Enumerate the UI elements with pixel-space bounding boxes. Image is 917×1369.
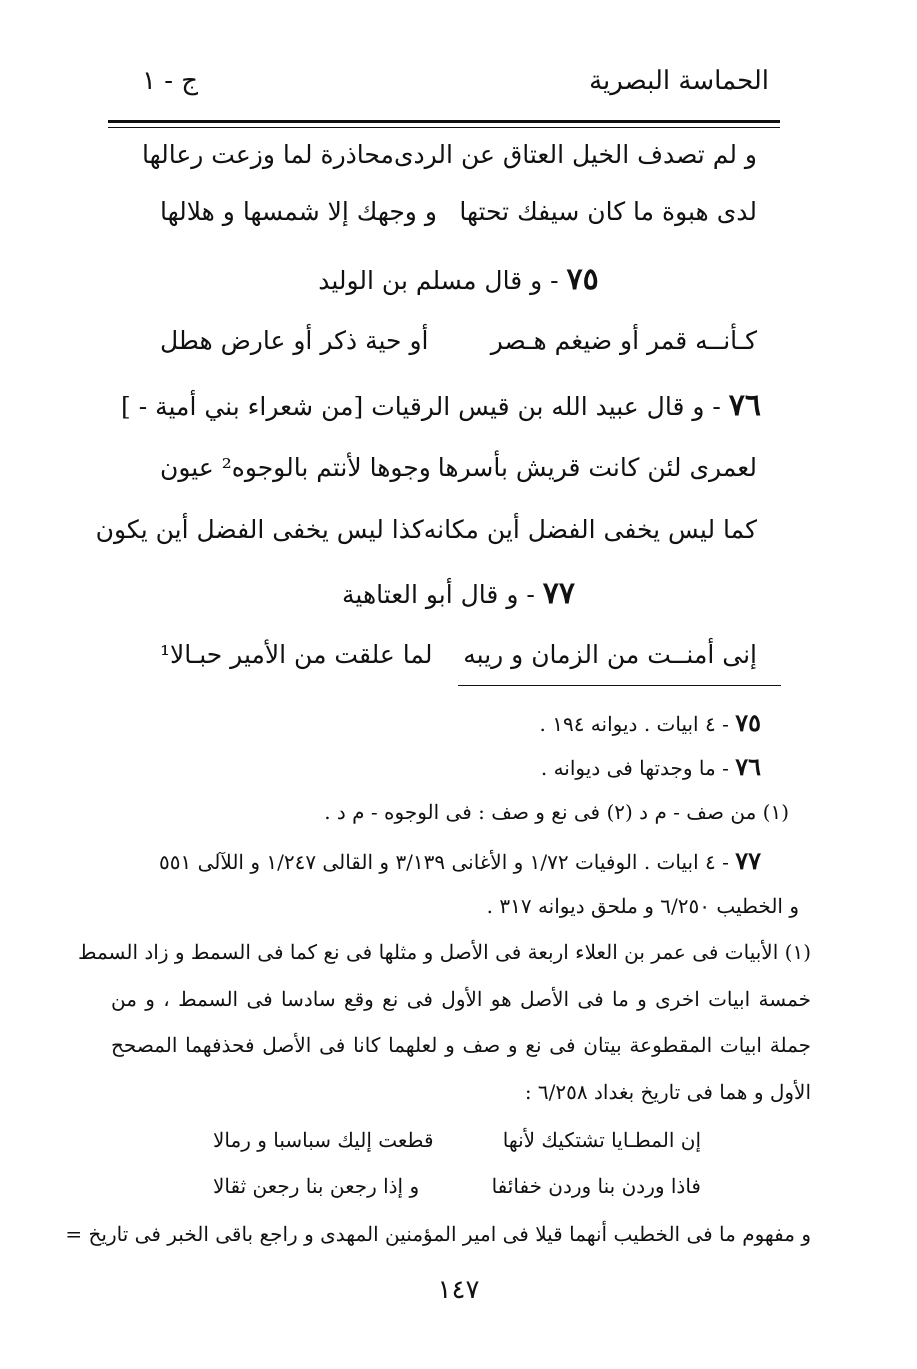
hemistich-first: إنى أمنــت من الزمان و ريبه (463, 640, 757, 669)
hemistich-first: كـأنــه قمر أو ضيغم هـصر (490, 326, 757, 355)
page-number: ١٤٧ (437, 1275, 480, 1305)
verse-line (160, 640, 757, 669)
hemistich-first: لدى هبوة ما كان سيفك تحتها (459, 197, 757, 226)
header-rule-thin (108, 127, 780, 128)
verse-line (160, 453, 757, 482)
volume-label: ج - ١ (142, 66, 199, 96)
footnote-77-cont: و الخطيب ٦/٢٥٠ و ملحق ديوانه ٣١٧ . (486, 894, 799, 918)
footnote-75 (540, 708, 762, 737)
poem-heading (121, 388, 761, 423)
hemistich-first: كما ليس يخفى الفضل أين مكانه (423, 515, 757, 544)
footnote-77-variant-line: (١) الأبيات فى عمر بن العلاء اربعة فى الأصل و مثلها فى نع كما فى السمط و زاد السمط (78, 940, 811, 964)
hemistich-second: محاذرة لما وزعت رعالها (141, 140, 394, 169)
hemistich-second: وجوها لأنتم بالوجوه² عيون (160, 453, 431, 482)
poem-heading-text: - و قال عبيد الله بن قيس الرقيات [من شعراء بني أمية - ] (121, 392, 721, 421)
footnote-77-variant-line: جملة ابيات المقطوعة بيتان فى نع و صف و لعلهما كانا فى الأصل فحذفهما المصحح (111, 1033, 811, 1057)
footnote-77-variant-line: الأول و هما فى تاريخ بغداد ٦/٢٥٨ : (524, 1080, 811, 1104)
book-title: الحماسة البصرية (589, 66, 769, 96)
poem-heading-text: - و قال أبو العتاهية (342, 580, 535, 609)
verse-line (160, 197, 757, 226)
hemistich-second: و إذا رجعن بنا رجعن ثقالا (213, 1174, 420, 1198)
footnote-number: ٧٥ (735, 708, 761, 737)
header-rule-thick (108, 120, 780, 123)
hemistich-second: أو حية ذكر أو عارض هطل (160, 326, 429, 355)
hemistich-second: و وجهك إلا شمسها و هلالها (160, 197, 437, 226)
poem-heading (0, 262, 917, 297)
poem-heading (0, 576, 917, 611)
verse-line (95, 515, 757, 544)
hemistich-second: لما علقت من الأمير حبـالا¹ (160, 640, 433, 669)
footnote-77-continuation: و مفهوم ما فى الخطيب أنهما قيلا فى امير المؤمنين المهدى و راجع باقى الخبر فى تاريخ = (65, 1222, 811, 1246)
footnote-text: - ٤ ابيات . الوفيات ١/٧٢ و الأغانى ٣/١٣٩ و القالى ١/٢٤٧ و اللآلى ٥٥١ (159, 850, 729, 874)
hemistich-second: قطعت إليك سباسبا و رمالا (213, 1128, 434, 1152)
poem-number: ٧٧ (542, 576, 575, 611)
footnote-separator (458, 685, 781, 686)
poem-number: ٧٥ (566, 262, 599, 297)
footnote-76 (541, 752, 761, 781)
footnote-text: - ٤ ابيات . ديوانه ١٩٤ . (539, 712, 729, 736)
poem-heading-text: - و قال مسلم بن الوليد (318, 266, 559, 295)
quoted-verse (213, 1128, 701, 1152)
footnote-76-variants: (١) من صف - م د (٢) فى نع و صف : فى الوجوه - م د . (324, 800, 789, 824)
hemistich-first: و لم تصدف الخيل العتاق عن الردى (393, 140, 757, 169)
verse-line (160, 326, 757, 355)
footnote-text: - ما وجدتها فى ديوانه . (540, 756, 729, 780)
hemistich-first: لعمرى لئن كانت قريش بأسرها (437, 453, 757, 482)
hemistich-first: إن المطـايا تشتكيك لأنها (502, 1128, 701, 1152)
footnote-77-variant-line: خمسة ابيات اخرى و ما فى الأصل هو الأول فى نع وقع سادسا فى السمط ، و من (111, 987, 811, 1011)
hemistich-second: كذا ليس يخفى الفضل أين يكون (95, 515, 424, 544)
footnote-number: ٧٦ (735, 752, 761, 781)
footnote-number: ٧٧ (735, 846, 761, 875)
poem-number: ٧٦ (728, 388, 761, 423)
footnote-77 (159, 846, 761, 875)
quoted-verse (213, 1174, 701, 1198)
verse-line (141, 140, 757, 169)
hemistich-first: فاذا وردن بنا وردن خفائفا (491, 1174, 701, 1198)
